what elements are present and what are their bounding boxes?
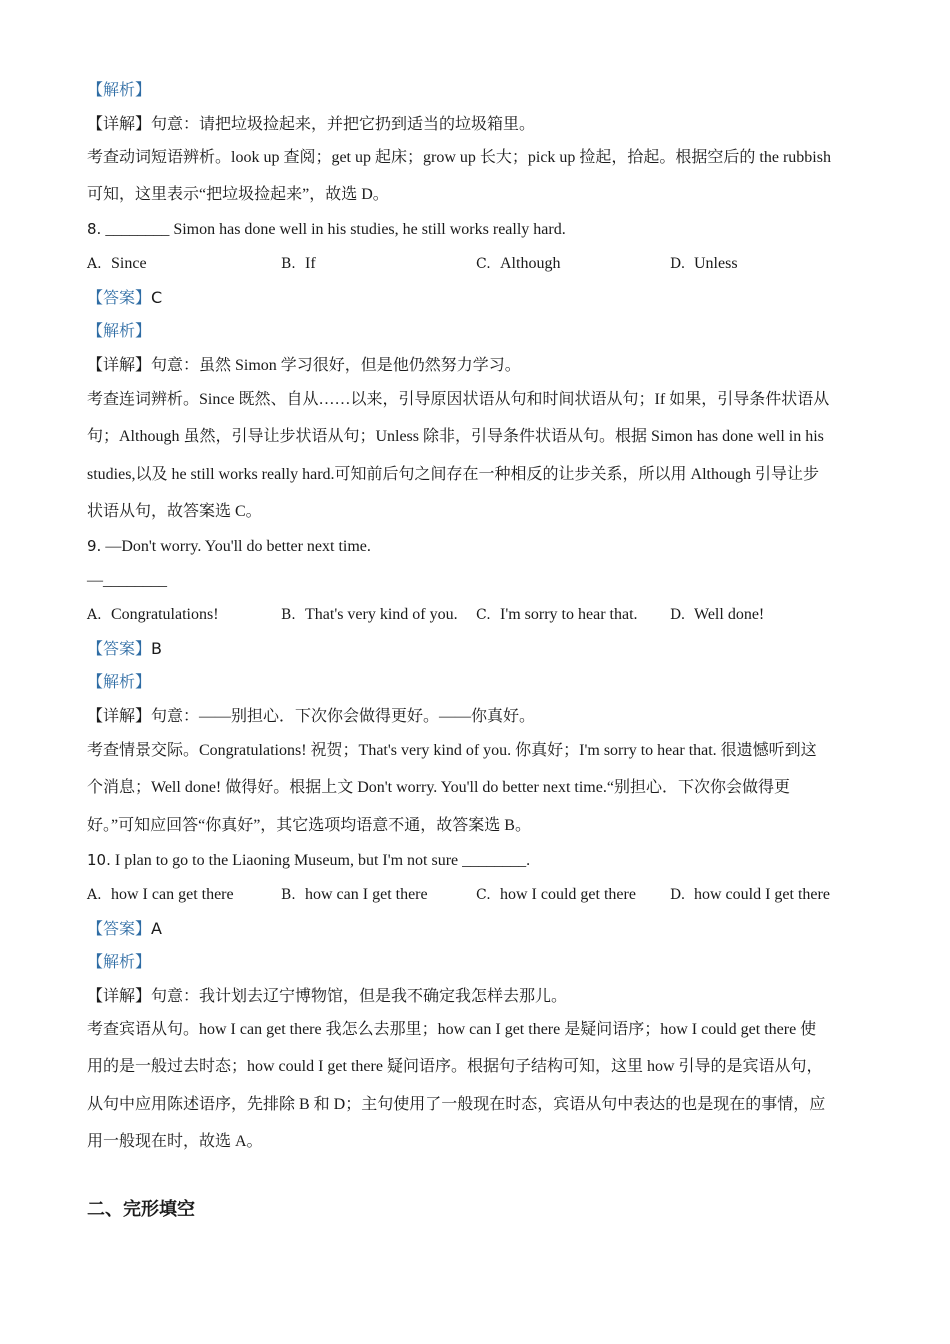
q8-option-d [670,254,738,274]
q8-option-c-letter: C. [476,256,491,272]
q8-detail-text: 句意：虽然 Simon 学习很好，但是他仍然努力学习。 [151,357,521,374]
q7-analysis-label: 【解析】 [87,82,152,99]
q8-analysis-label: 【解析】 [87,323,152,340]
q8-option-b-letter: B. [281,256,296,272]
q8-option-a-text: Since [111,255,147,272]
q10-analysis-label: 【解析】 [87,954,152,971]
q8-detail-label: 【详解】 [87,357,152,374]
q10-option-a-text: how I can get there [111,886,234,903]
q10-answer-value: A [151,919,162,938]
q9-option-c [476,605,638,625]
q9-option-b-text: That's very kind of you. [305,606,458,623]
q8-explain-line-3: studies,以及 he still works really hard.可知前后句之间存在一种相反的让步关系，所以用 Although 引导让步 [87,466,819,483]
q8-explain-line-1: 考查连词辨析。Since 既然、自从……以来，引导原因状语从句和时间状语从句；If 如果，引导条件状语从 [87,391,830,408]
q7-explain-line-1: 考查动词短语辨析。look up 查阅；get up 起床；grow up 长大；pick up 捡起，拾起。根据空后的 the rubbish [87,149,831,166]
q8-stem-text: ________ Simon has done well in his studies, he still works really hard. [105,221,566,238]
q9-option-c-letter: C. [476,607,491,623]
q9-reply: —________ [87,572,167,589]
q9-number: 9. [87,537,102,555]
q9-detail [87,707,535,727]
q9-option-a-text: Congratulations! [111,606,219,623]
q10-option-a-letter: A. [87,887,102,903]
q8-detail [87,356,521,376]
q8-option-b [281,254,316,274]
q9-option-d-text: Well done! [694,606,765,623]
q9-option-c-text: I'm sorry to hear that. [500,606,638,623]
q10-stem [87,850,530,871]
q9-option-a-letter: A. [87,607,102,623]
q10-option-d-text: how could I get there [694,886,830,903]
q9-detail-text: 句意：——别担心．下次你会做得更好。——你真好。 [151,708,536,725]
q9-explain-line-1: 考查情景交际。Congratulations! 祝贺；That's very kind of you. 你真好；I'm sorry to hear that. 很遗憾听到这 [87,742,817,759]
q9-option-a [87,605,219,625]
q9-answer-label: 【答案】 [87,641,152,658]
q10-option-b [281,885,428,905]
q8-option-a [87,254,147,274]
q7-detail-text: 句意：请把垃圾捡起来，并把它扔到适当的垃圾箱里。 [151,116,536,133]
q8-option-a-letter: A. [87,256,102,272]
q8-option-d-text: Unless [694,255,738,272]
q8-answer-value: C [151,288,163,307]
q10-option-a [87,885,234,905]
q10-number: 10. [87,851,111,869]
q10-option-d [670,885,830,905]
q9-detail-label: 【详解】 [87,708,152,725]
q9-answer-value: B [151,639,162,658]
q10-option-b-text: how can I get there [305,886,428,903]
q10-option-c [476,885,636,905]
q7-detail-label: 【详解】 [87,116,152,133]
q10-explain-line-2: 用的是一般过去时态；how could I get there 疑问语序。根据句子结构可知，这里 how 引导的是宾语从句， [87,1058,823,1075]
q8-option-d-letter: D. [670,256,686,272]
q10-answer-label: 【答案】 [87,921,152,938]
section-title-cloze: 二、完形填空 [87,1199,195,1220]
q10-explain-line-1: 考查宾语从句。how I can get there 我怎么去那里；how can I get there 是疑问语序；how I could get there 使 [87,1021,817,1038]
q9-option-b [281,605,458,625]
q8-option-c-text: Although [500,255,561,272]
q8-answer-label: 【答案】 [87,290,152,307]
q10-option-c-text: how I could get there [500,886,636,903]
q10-option-c-letter: C. [476,887,491,903]
q9-answer [87,639,162,660]
q9-option-d [670,605,764,625]
q8-explain-line-4: 状语从句，故答案选 C。 [87,503,262,520]
q9-option-d-letter: D. [670,607,686,623]
q9-analysis-label: 【解析】 [87,674,152,691]
q8-option-c [476,254,560,274]
q9-stem-text: —Don't worry. You'll do better next time. [105,538,371,555]
q8-answer [87,288,162,309]
q8-explain-line-2: 句；Although 虽然，引导让步状语从句；Unless 除非，引导条件状语从句。根据 Simon has done well in his [87,428,824,445]
q9-explain-line-2: 个消息；Well done! 做得好。根据上文 Don't worry. You'll do better next time.“别担心．下次你会做得更 [87,779,790,796]
q8-option-b-text: If [305,255,316,272]
q10-detail-label: 【详解】 [87,988,152,1005]
q10-detail-text: 句意：我计划去辽宁博物馆，但是我不确定我怎样去那儿。 [151,988,568,1005]
q8-stem [87,219,566,240]
q9-explain-line-3: 好。”可知应回答“你真好”，其它选项均语意不通，故答案选 B。 [87,817,531,834]
q10-explain-line-3: 从句中应用陈述语序，先排除 B 和 D；主句使用了一般现在时态，宾语从句中表达的也是现在的事情，应 [87,1096,826,1113]
q10-explain-line-4: 用一般现在时，故选 A。 [87,1133,263,1150]
q7-detail [87,115,535,135]
q10-stem-text: I plan to go to the Liaoning Museum, but I'm not sure ________. [114,852,531,869]
q9-stem [87,536,371,557]
q10-option-d-letter: D. [670,887,686,903]
q10-detail [87,987,567,1007]
q8-number: 8. [87,220,102,238]
q9-option-b-letter: B. [281,607,296,623]
q7-explain-line-2: 可知，这里表示“把垃圾捡起来”，故选 D。 [87,186,389,203]
q10-option-b-letter: B. [281,887,296,903]
q10-answer [87,919,162,940]
